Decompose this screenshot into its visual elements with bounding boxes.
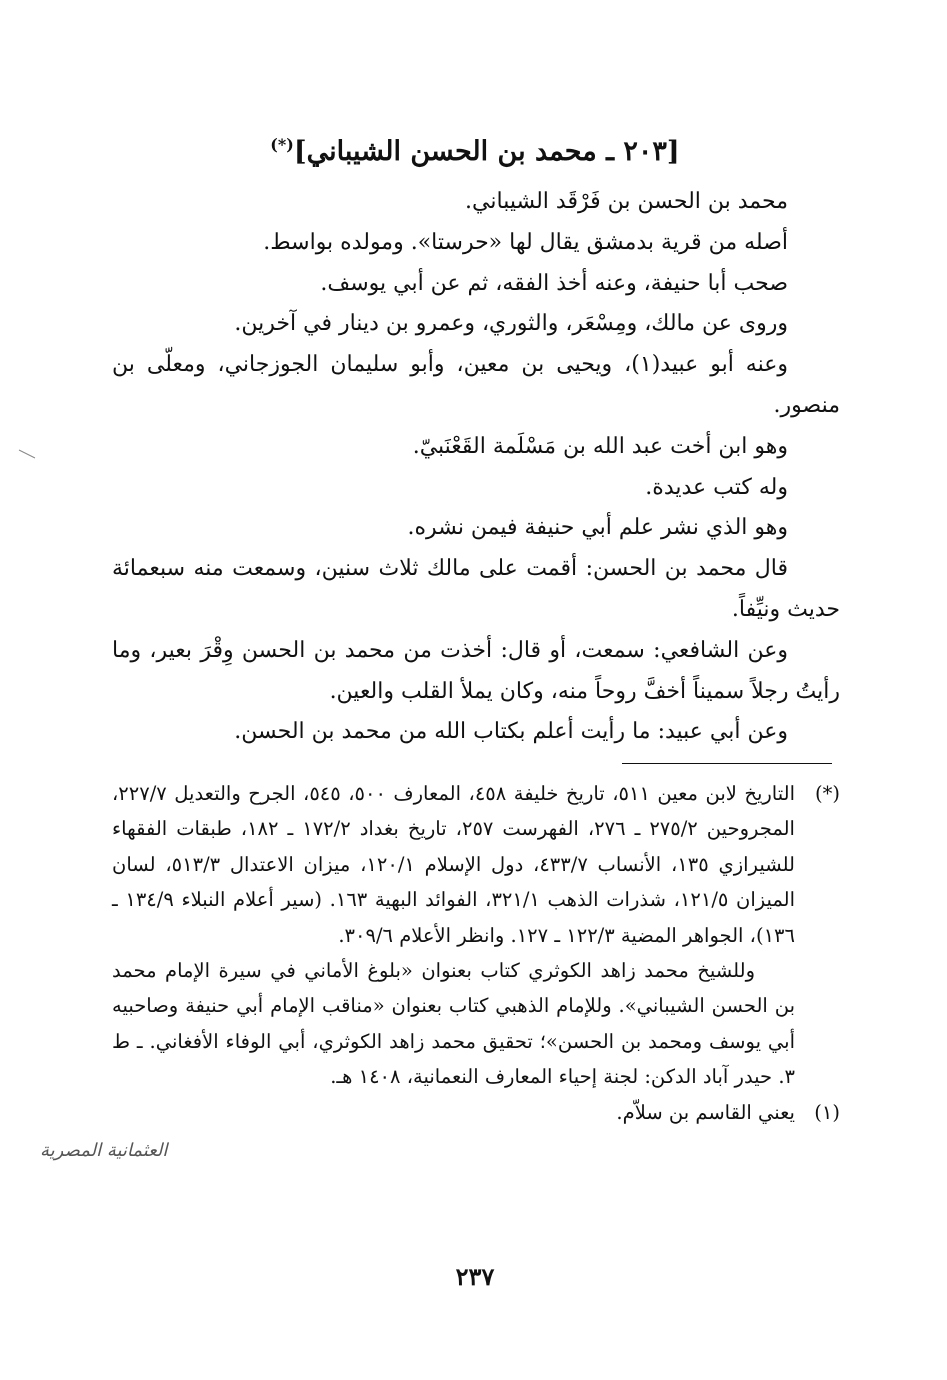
footnotes: [112, 776, 840, 1130]
handwritten-annotation: العثمانية المصرية: [40, 1140, 168, 1161]
paragraph-teachers: صحب أبا حنيفة، وعنه أخذ الفقه، ثم عن أبي يوسف.: [320, 270, 788, 296]
page-number: ٢٣٧: [455, 1262, 495, 1291]
paragraph-students: وعنه أبو عبيد(١)، ويحيى بن معين، وأبو سليمان الجوزجاني، ومعلّى بن منصور.: [112, 352, 840, 418]
paragraph-books: وله كتب عديدة.: [645, 474, 788, 500]
footnote-one-text: يعني القاسم بن سلاّم.: [616, 1100, 795, 1124]
margin-tick-mark: [18, 448, 36, 460]
paragraph-narrated-from: وروى عن مالك، ومِسْعَر، والثوري، وعمرو بن دينار في آخرين.: [234, 311, 788, 337]
paragraph-name: محمد بن الحسن بن فَرْقَد الشيباني.: [465, 189, 788, 214]
paragraph-quote-malik: قال محمد بن الحسن: أقمت على مالك ثلاث سنين، وسمعت منه سبعمائة حديث ونيِّفاً.: [112, 556, 840, 622]
footnote-star: [112, 776, 840, 953]
footnote-star-marker: (*): [815, 782, 840, 805]
paragraph-spread: وهو الذي نشر علم أبي حنيفة فيمن نشره.: [407, 515, 788, 541]
footnote-one-marker: (١): [814, 1100, 840, 1124]
paragraph-quote-abu-ubaid: وعن أبي عبيد: ما رأيت أعلم بكتاب الله من محمد بن الحسن.: [234, 719, 788, 745]
footnote-one: [112, 1095, 840, 1130]
biography-body: [112, 182, 840, 753]
heading-footnote-marker: (*): [270, 135, 294, 154]
footnote-separator: [622, 763, 832, 764]
entry-title: [٢٠٣ ـ محمد بن الحسن الشيباني]: [293, 136, 680, 167]
paragraph-quote-shafii: وعن الشافعي: سمعت، أو قال: أخذت من محمد بن الحسن وِقْرَ بعير، وما رأيتُ رجلاً سميناً أخفَّ روحاً منه، وكان يملأ القلب والعين.: [112, 637, 840, 704]
paragraph-relation: وهو ابن أخت عبد الله بن مَسْلَمة القَعْنَبيّ.: [412, 433, 788, 459]
footnote-star-sources: التاريخ لابن معين ٥١١، تاريخ خليفة ٤٥٨، المعارف ٥٠٠، ٥٤٥، الجرح والتعديل ٢٢٧/٧، المجروحين ٢٧٥/٢ ـ ٢٧٦، الفهرست ٢٥٧، تاريخ بغداد ١٧٢/٢ ـ ١٨٢، طبقات الفقهاء للشيرازي ١٣٥، الأنساب ٤٣٣/٧، دول الإسلام ١٢٠/١، ميزان الاعتدال ٥١٣/٣، لسان الميزان ١٢١/٥، شذرات الذهب ٣٢١/١، الفوائد البهية ١٦٣. (سير أعلام النبلاء ١٣٤/٩ ـ ١٣٦)، الجواهر المضية ١٢٢/٣ ـ ١٢٧. وانظر الأعلام ٣٠٩/٦.: [112, 782, 796, 947]
paragraph-origin: أصله من قرية بدمشق يقال لها «حرستا». ومولده بواسط.: [263, 229, 788, 255]
footnote-star-books: وللشيخ محمد زاهد الكوثري كتاب بعنوان «بلوغ الأماني في سيرة الإمام محمد بن الحسن الشيباني». وللإمام الذهبي كتاب بعنوان «مناقب الإمام أبي حنيفة وصاحبيه أبي يوسف ومحمد بن الحسن»؛ تحقيق محمد زاهد الكوثري، أبي الوفاء الأفغاني. ـ ط ٣. حيدر آباد الدكن: لجنة إحياء المعارف النعمانية، ١٤٠٨ هـ.: [112, 959, 795, 1089]
entry-heading: [150, 125, 800, 172]
